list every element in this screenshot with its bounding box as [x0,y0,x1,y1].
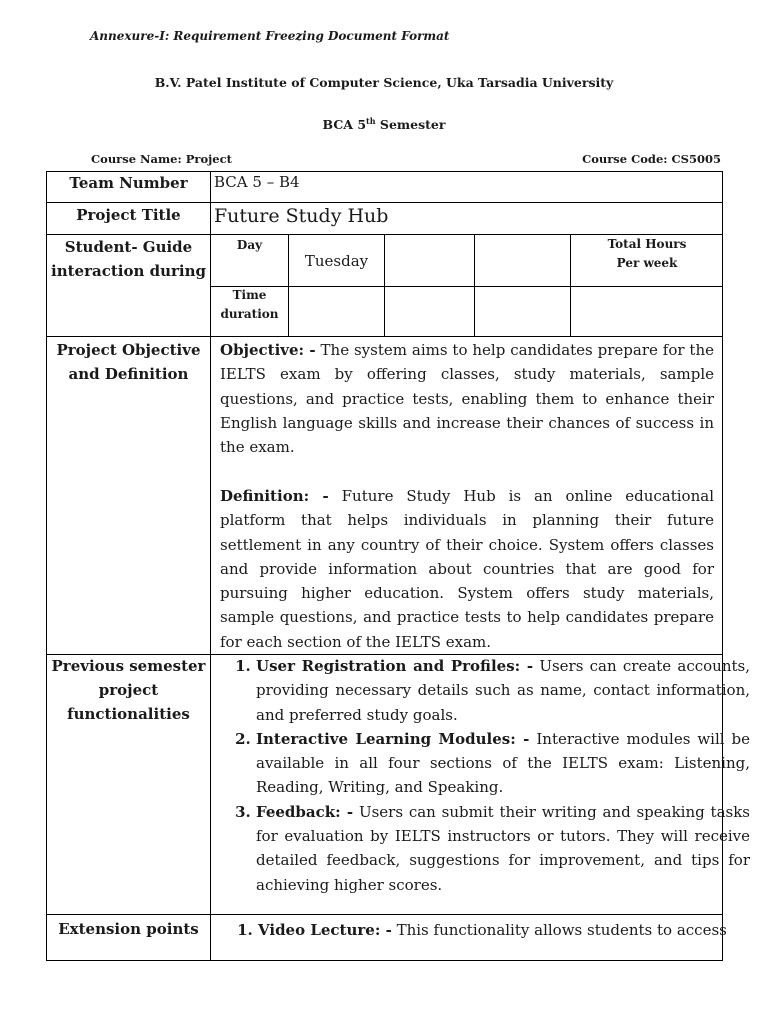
objective-paragraph [220,338,714,459]
objective-heading: Objective: - [220,341,316,359]
course-name: Course Name: Project [91,152,232,166]
semester-prefix: BCA 5 [322,117,367,133]
functionality-title: User Registration and Profiles: - [256,657,534,675]
previous-label-line1: Previous semester [51,657,206,675]
annexure-title: Annexure-I: Requirement Freezing Document Format [90,29,450,43]
team-number-value: BCA 5 – B4 [214,173,300,191]
institute-name: B.V. Patel Institute of Computer Science, Uka Tarsadia University [154,75,614,90]
project-title-label: Project Title [76,206,181,224]
functionalities-list [220,654,750,897]
project-title-value: Future Study Hub [214,205,389,227]
extension-title: Video Lecture: - [258,921,392,939]
functionality-text: Interactive modules will be available in all four sections of the IELTS exam: Listening, Reading, Writing, and Speaking. [256,729,750,797]
functionality-title: Interactive Learning Modules: - [256,729,530,748]
objective-label [47,338,210,386]
semester-suffix: Semester [375,117,446,133]
list-item [256,800,750,897]
interaction-label-line2: interaction during [51,262,206,280]
objective-label-line2: and Definition [68,365,189,383]
objective-label-line1: Project Objective [56,341,201,359]
schedule-divider [288,234,289,336]
objective-text: The system aims to help candidates prepare for the IELTS exam by offering classes, study materials, sample questions, and practice tests, enabling them to enhance their English language skills and increase their chances of success in the exam. [220,341,714,457]
list-item [256,654,750,727]
row-divider [46,914,723,915]
total-hours-label [571,235,723,273]
functionality-text: Users can create accounts, providing necessary details such as name, contact information, and preferred study goals. [256,657,750,724]
definition-heading: Definition: - [220,487,329,505]
previous-label-line3: functionalities [67,705,190,723]
course-code: Course Code: CS5005 [582,152,721,166]
functionality-text: Users can submit their writing and speaking tasks for evaluation by IELTS instructors or tutors. They will receive detailed feedback, suggestions for improvement, and tips for achieving higher scores. [256,802,750,894]
semester-title [0,116,768,132]
previous-semester-label [47,654,210,726]
table-bottom-border [46,960,723,961]
day-label: Day [236,238,263,252]
schedule-divider [474,234,475,336]
time-label-line2: duration [220,307,279,321]
semester-sup: th [366,116,376,126]
row-divider [46,336,723,337]
schedule-divider [384,234,385,336]
extensions-list [222,918,752,942]
definition-text: Future Study Hub is an online educational platform that helps individuals in planning their future settlement in any country of their choice. System offers classes and provide information about countries that are good for pursuing higher education. System offers study materials, sample questions, and practice tests to help candidates prepare for each section of the IELTS exam. [220,487,714,651]
day-value: Tuesday [304,252,369,270]
definition-paragraph [220,484,714,654]
list-item [256,727,750,800]
functionality-title: Feedback: - [256,802,354,821]
interaction-label [47,235,210,283]
interaction-label-line1: Student- Guide [64,238,193,256]
list-item [258,918,752,942]
team-number-label: Team Number [69,174,188,192]
extension-points-label: Extension points [58,920,199,938]
total-hours-line1: Total Hours [607,237,687,251]
total-hours-line2: Per week [616,256,678,270]
time-duration-label [211,286,288,324]
extension-text: This functionality allows students to access [391,921,727,939]
time-label-line1: Time [232,288,267,302]
previous-label-line2: project [98,681,159,699]
